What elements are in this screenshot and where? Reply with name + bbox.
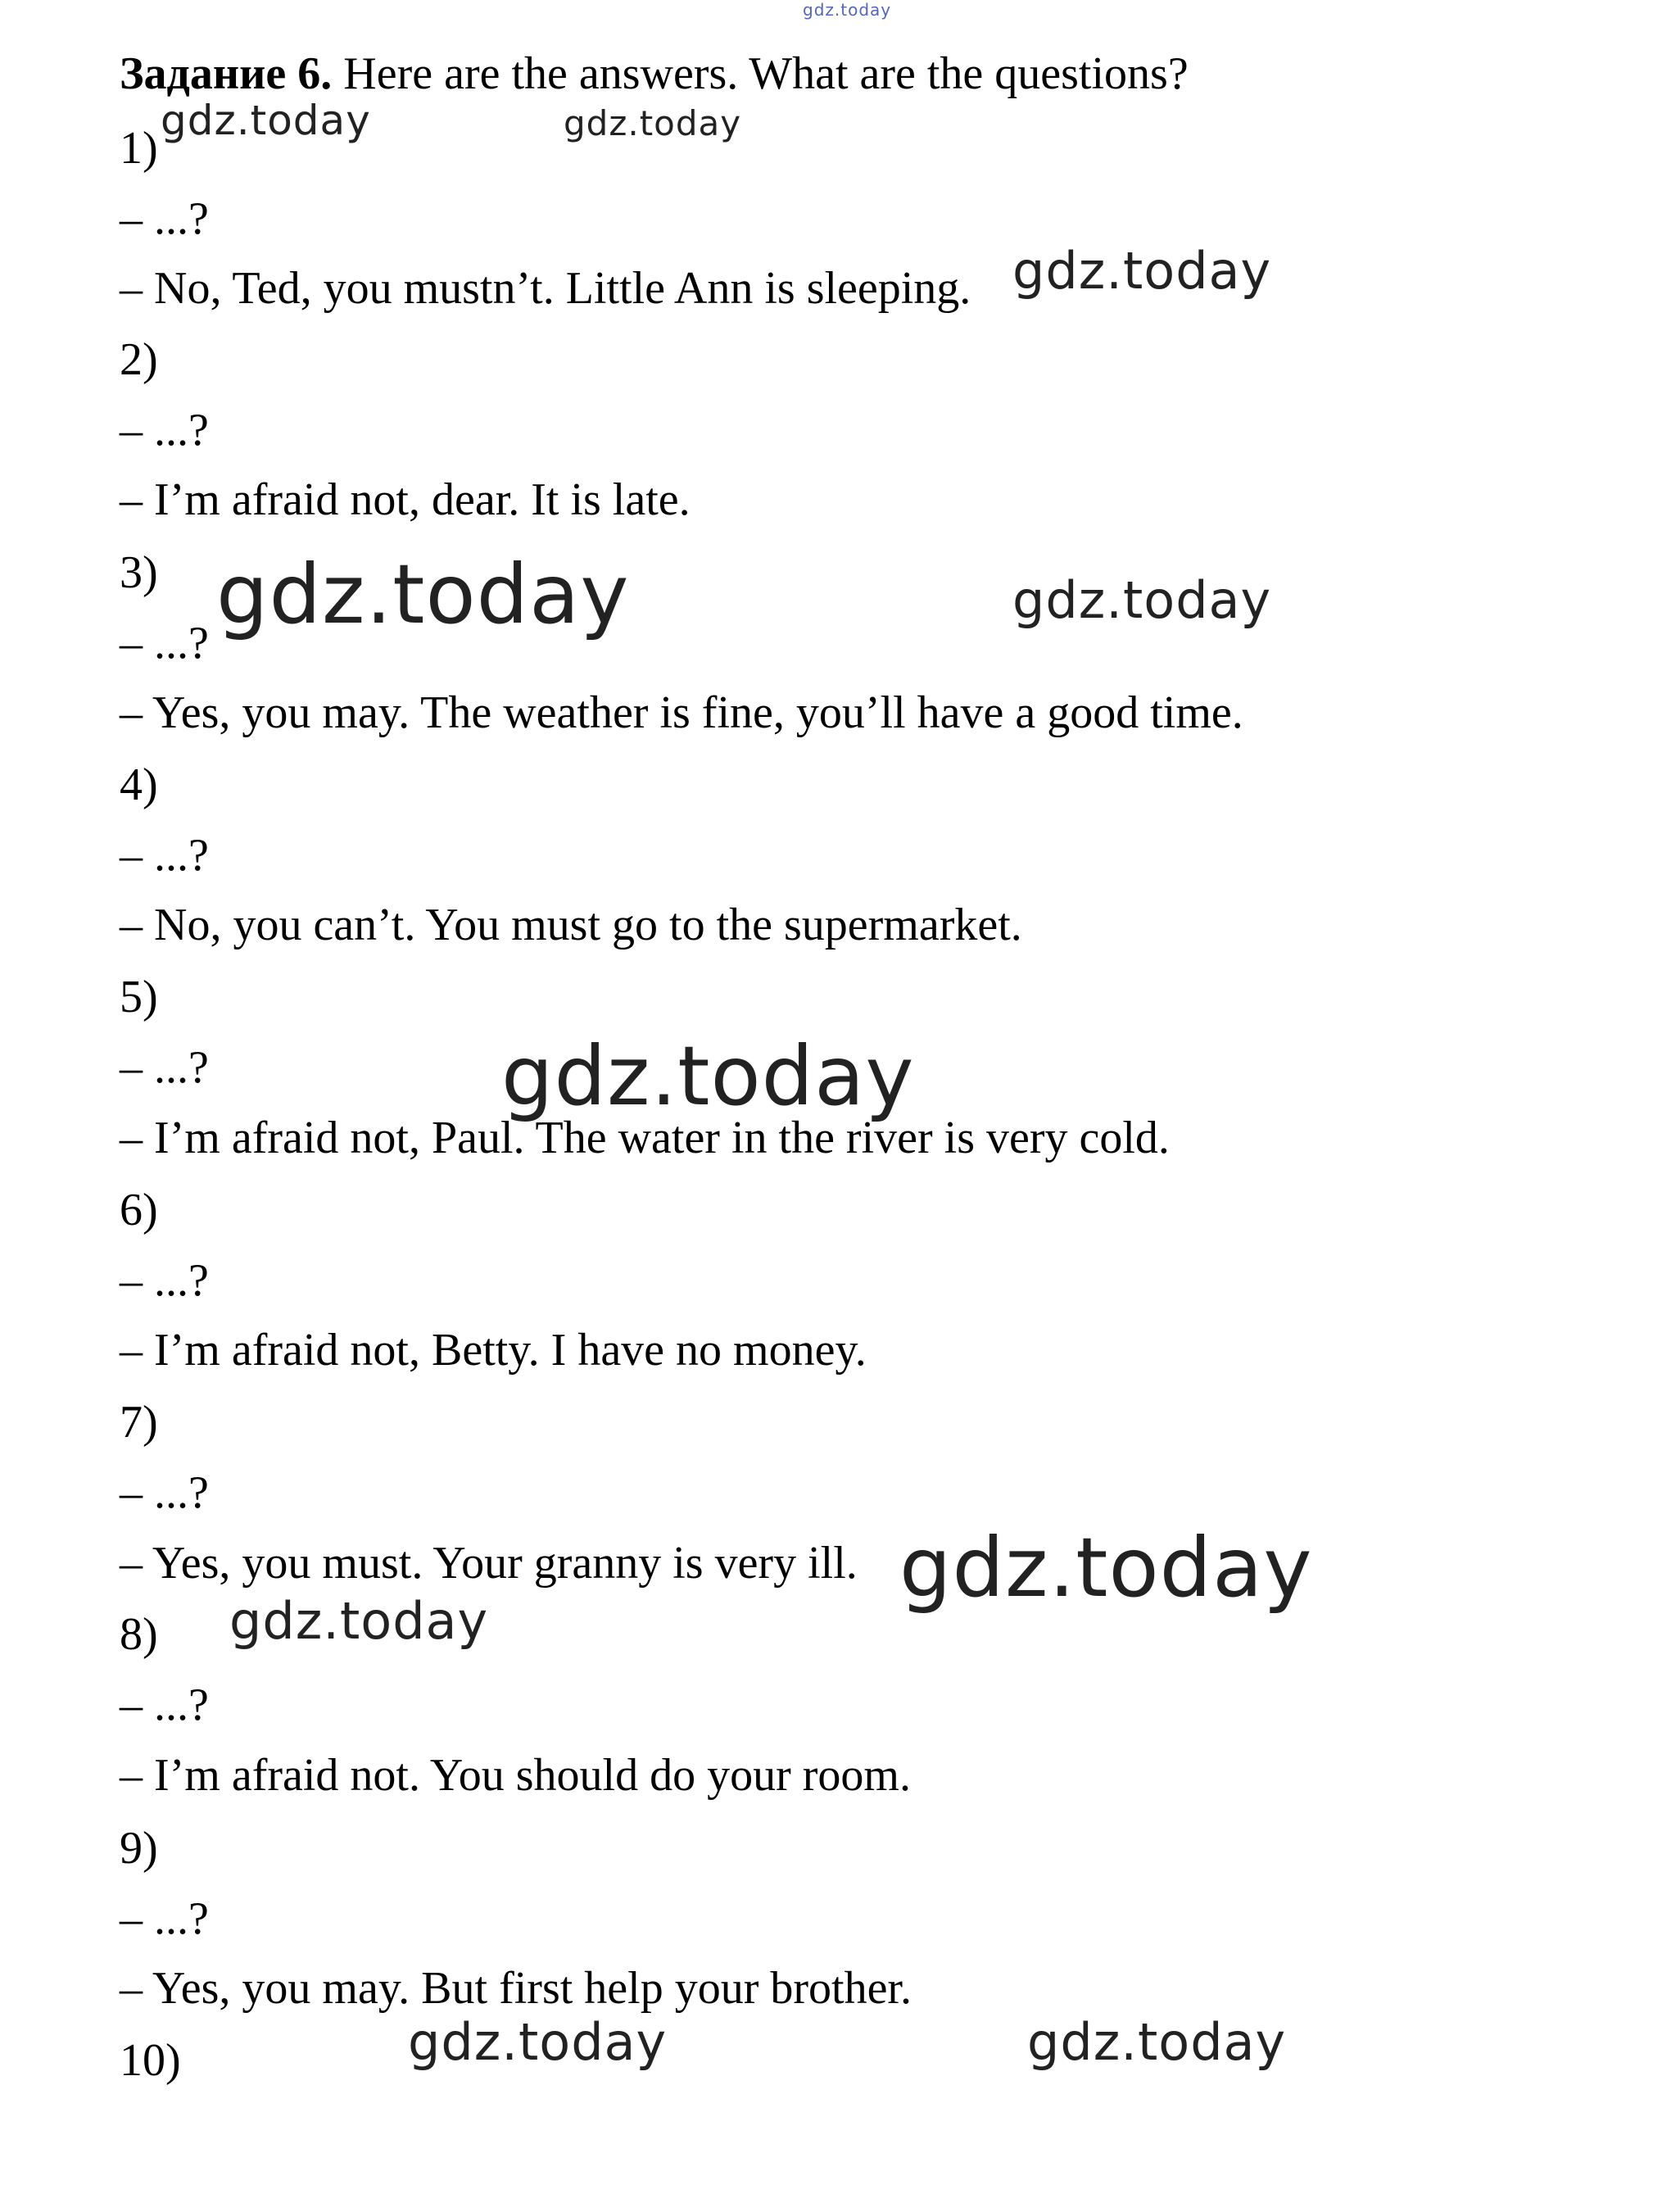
item-answer: – No, you can’t. You must go to the supermarket. bbox=[120, 900, 1022, 950]
watermark: gdz.today bbox=[564, 103, 742, 143]
item-number: 9) bbox=[120, 1823, 158, 1874]
item-answer: – I’m afraid not, dear. It is late. bbox=[120, 474, 691, 525]
item-question: – ...? bbox=[120, 1893, 209, 1944]
watermark: gdz.today bbox=[229, 1591, 489, 1651]
item-answer: – Yes, you may. The weather is fine, you’ll have a good time. bbox=[120, 687, 1243, 738]
item-answer: – I’m afraid not. You should do your room. bbox=[120, 1750, 911, 1801]
item-question: – ...? bbox=[120, 830, 209, 881]
item-number: 6) bbox=[120, 1185, 158, 1235]
watermark: gdz.today bbox=[803, 0, 892, 20]
item-number: 3) bbox=[120, 547, 158, 598]
item-answer: – Yes, you must. Your granny is very ill. bbox=[120, 1538, 858, 1589]
item-question: – ...? bbox=[120, 1042, 209, 1093]
item-answer: – I’m afraid not, Paul. The water in the river is very cold. bbox=[120, 1113, 1170, 1163]
item-answer: – Yes, you may. But first help your brother. bbox=[120, 1963, 912, 2014]
item-number: 1) bbox=[120, 123, 158, 174]
item-number: 7) bbox=[120, 1397, 158, 1448]
task-title bbox=[120, 48, 1189, 100]
watermark: gdz.today bbox=[899, 1520, 1313, 1616]
item-question: – ...? bbox=[120, 193, 209, 244]
item-question: – ...? bbox=[120, 1467, 209, 1518]
item-question: – ...? bbox=[120, 1255, 209, 1306]
watermark: gdz.today bbox=[501, 1028, 915, 1124]
watermark: gdz.today bbox=[1012, 570, 1272, 630]
watermark: gdz.today bbox=[1012, 241, 1272, 301]
item-number: 8) bbox=[120, 1609, 158, 1660]
item-number: 2) bbox=[120, 334, 158, 385]
task-instruction: Here are the answers. What are the questions? bbox=[332, 48, 1189, 99]
item-answer: – No, Ted, you mustn’t. Little Ann is sleeping. bbox=[120, 263, 971, 314]
item-question: – ...? bbox=[120, 618, 209, 669]
watermark: gdz.today bbox=[1027, 2012, 1287, 2072]
task-label: Задание 6. bbox=[120, 48, 333, 99]
item-question: – ...? bbox=[120, 1679, 209, 1730]
watermark: gdz.today bbox=[161, 97, 371, 144]
watermark: gdz.today bbox=[408, 2012, 668, 2072]
item-number: 10) bbox=[120, 2035, 181, 2086]
item-answer: – I’m afraid not, Betty. I have no money. bbox=[120, 1325, 867, 1376]
watermark: gdz.today bbox=[216, 546, 630, 642]
item-number: 5) bbox=[120, 972, 158, 1022]
item-number: 4) bbox=[120, 759, 158, 810]
item-question: – ...? bbox=[120, 405, 209, 456]
